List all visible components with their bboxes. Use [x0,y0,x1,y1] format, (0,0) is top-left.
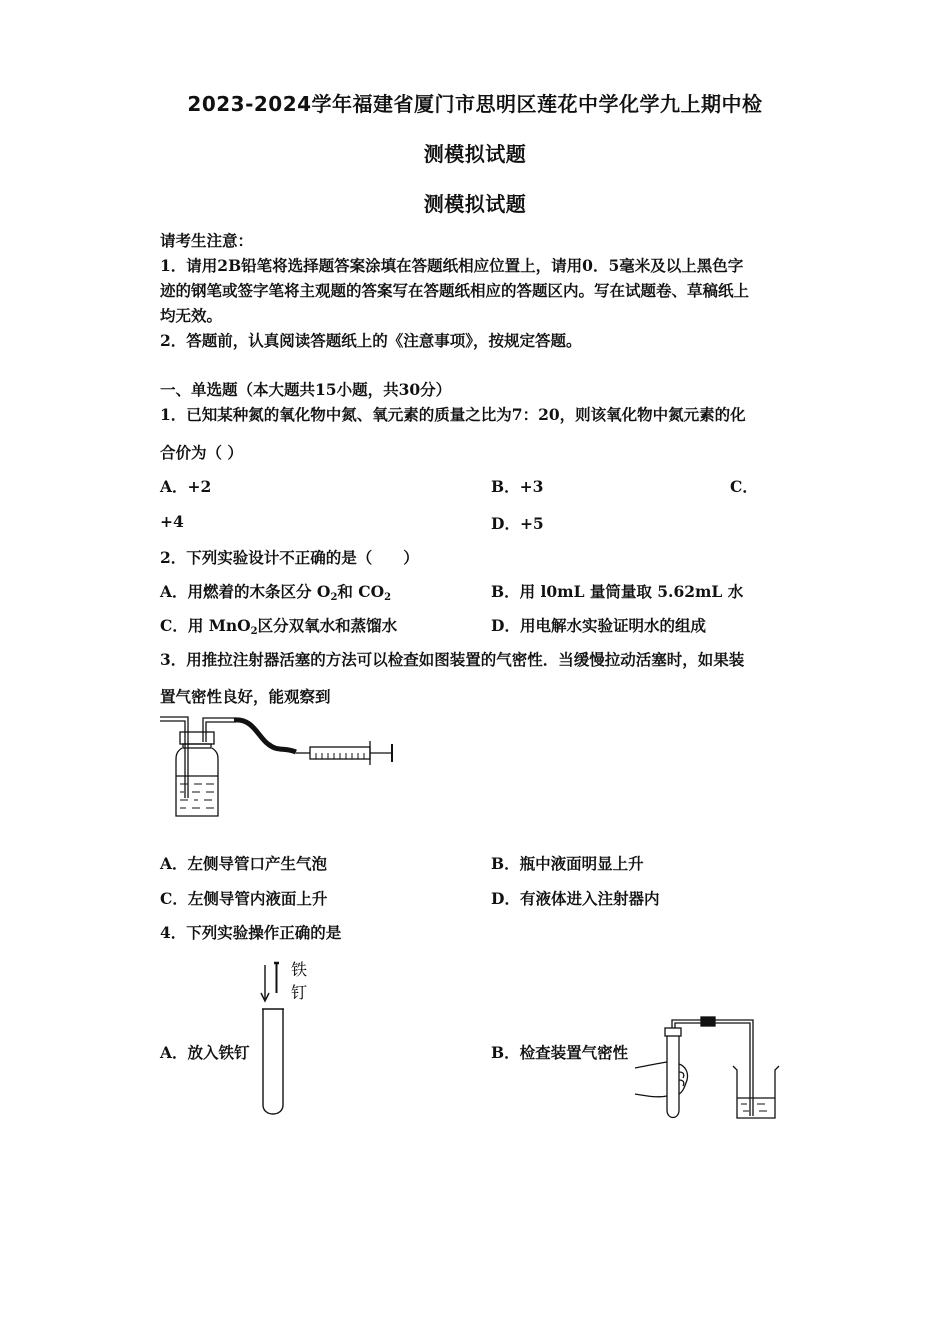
q2-option-a-sub1: 2 [330,592,338,603]
q2-option-a-mid: 和 CO [337,582,385,601]
nail-caption-1: 铁 [291,960,308,979]
q2-option-c-post: 区分双氧水和蒸馏水 [257,616,398,635]
q3-option-c: C．左侧导管内液面上升 [160,889,328,908]
q4-nail-test-tube-figure [255,957,315,1119]
q1-option-c-label: C． [730,477,758,496]
q1-stem-line2: 合价为（ ） [160,443,243,462]
q2-option-c-sub: 2 [250,626,258,637]
q2-option-a-sub2: 2 [384,592,392,603]
q1-stem-line1: 1．已知某种氮的氧化物中氮、氧元素的质量之比为7：20，则该氧化物中氮元素的化 [160,405,746,424]
section-heading: 一、单选题（本大题共15小题，共30分） [160,380,452,399]
q2-option-c-pre: C．用 MnO [160,616,251,635]
q4-stem: 4．下列实验操作正确的是 [160,923,342,942]
q2-option-a [160,580,391,603]
q2-option-b: B．用 l0mL 量筒量取 5.62mL 水 [491,582,744,601]
q1-option-c-value: +4 [160,512,184,531]
q3-option-a: A．左侧导管口产生气泡 [160,854,328,873]
nail-caption-2: 钉 [291,983,308,1002]
q2-option-a-pre: A．用燃着的木条区分 O [160,582,331,601]
q3-stem-line2: 置气密性良好，能观察到 [160,687,331,706]
notice-heading: 请考生注意： [160,231,254,250]
q3-stem-line1: 3．用推拉注射器活塞的方法可以检查如图装置的气密性．当缓慢拉动活塞时，如果装 [160,650,745,669]
q4-option-b: B．检查装置气密性 [491,1043,629,1062]
q3-apparatus-figure [158,712,403,822]
q3-option-d: D．有液体进入注射器内 [491,889,660,908]
q2-option-c [160,614,397,637]
notice-item1-line1: 1．请用2B铅笔将选择题答案涂填在答题纸相应位置上，请用0．5毫米及以上黑色字 [160,256,744,275]
exam-title-line1: 2023-2024学年福建省厦门市思明区莲花中学化学九上期中检 [187,92,763,116]
q2-stem: 2．下列实验设计不正确的是（ ） [160,548,419,567]
exam-title-line3: 测模拟试题 [423,192,527,216]
q4-airtightness-figure [633,1012,783,1122]
notice-item1-line3: 均无效。 [160,306,223,325]
exam-title-line2: 测模拟试题 [423,142,527,166]
notice-item2: 2．答题前，认真阅读答题纸上的《注意事项》，按规定答题。 [160,331,582,350]
notice-item1-line2: 迹的钢笔或签字笔将主观题的答案写在答题纸相应的答题区内。写在试题卷、草稿纸上 [160,281,750,300]
q3-option-b: B．瓶中液面明显上升 [491,854,644,873]
q1-option-a: A．+2 [160,477,212,496]
q1-option-d: D．+5 [491,514,544,533]
q1-option-b: B．+3 [491,477,544,496]
q2-option-d: D．用电解水实验证明水的组成 [491,616,706,635]
q4-option-a: A．放入铁钉 [160,1043,250,1062]
